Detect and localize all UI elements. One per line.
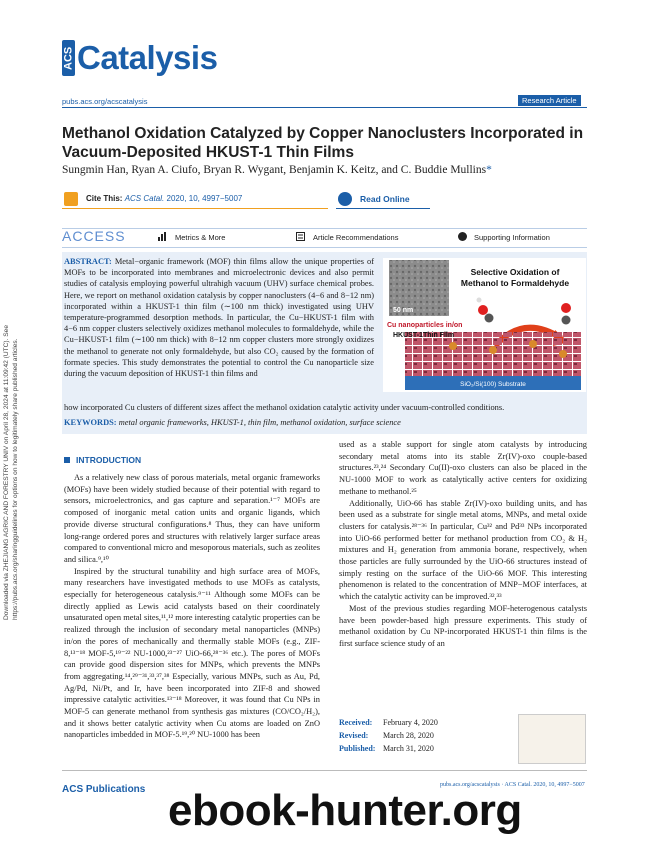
keywords-text: metal organic frameworks, HKUST-1, thin film, methanol oxidation, surface science [118,418,401,427]
publisher-logo: ACS Publications [62,784,146,795]
received-label: Received: [339,718,373,727]
footer-citation: pubs.acs.org/acscatalysis · ACS Catal. 2020, 10, 4997−5007 [440,782,585,788]
intro-paragraph: Additionally, UiO-66 has stable Zr(IV)-oxo building units, and has been used as a substrate for single metal atoms, MNPs, and metal oxide clusters for catalysis.²⁸⁻³⁶ In particular, Cu³² and Pd³³ NPs incorporated into UiO-66 performed better for methanol production from CO₂ & H₂ mixtures and H₂ generation from ammonia borane, respectively, when those particles are fully surrounded by the UiO-66 structures instead of simply resting on the surface of the UiO-66 MOF. This interesting phenomenon is related to the concentration of MNP−MOF interfaces, at which the catalytic activity can be improved.³²,³³ [339,498,587,602]
intro-paragraph: used as a stable support for single atom catalysts by introducing secondary metal atoms into its stable Zr(IV)-oxo couple-based structures.²³,²⁴ Secondary Cu(II)-oxo clusters can also be placed in the NU-1000 MOF to work as catalytically active centers for oxidizing methane to methanol.²⁵ [339,440,587,496]
article-type-badge: Research Article [518,95,581,106]
methanol-molecule [478,305,488,315]
journal-url[interactable]: pubs.acs.org/acscatalysis [62,97,148,106]
cite-label: Cite This: [86,194,123,203]
toc-label-2: HKUST-1Thin Film [393,332,455,339]
read-online-button[interactable]: Read Online [360,194,410,204]
received-date: February 4, 2020 [383,718,438,727]
supporting-info-icon [458,232,467,241]
acs-logo-mark: ACS [62,40,75,76]
substrate-label: SiO₂/Si(100) Substrate [460,381,526,388]
footer-rule [62,770,587,771]
cite-journal[interactable]: ACS Catal. [124,194,165,203]
abstract-head: ABSTRACT: [64,257,112,266]
journal-ribbon-icon [40,40,58,78]
recommendations-link[interactable]: Article Recommendations [313,233,399,242]
read-online-icon [338,192,352,206]
metrics-link[interactable]: Metrics & More [175,233,226,242]
article-list-icon [296,232,305,241]
cite-details[interactable]: 2020, 10, 4997−5007 [166,194,243,203]
journal-logo [62,40,217,76]
toc-label-1: Cu nanoparticles in/on [387,322,463,329]
abstract [64,256,374,379]
intro-paragraph: As a relatively new class of porous materials, metal organic frameworks (MOFs) have been widely studied because of their potential with regard to sensors, microelectronics, and gas capture and separation.¹⁻⁷ MOFs are composed of inorganic metal cation units and organic ligands, which provide diverse structural configurations.⁸ Thus, they can have uniform long-range ordered pores and structures with relatively larger surface areas compared to conventional micro and mesoporous materials, such as zeolites and silica.⁹,¹⁰ [64,473,320,564]
toc-graphic [383,258,586,392]
journal-name: Catalysis [77,39,218,76]
header-rule [62,107,587,108]
authors-text: Sungmin Han, Ryan A. Ciufo, Bryan R. Wygant, Benjamin K. Keitz, and C. Buddie Mullins [62,164,487,176]
published-label: Published: [339,744,376,753]
revised-date: March 28, 2020 [383,731,434,740]
scale-label: 50 nm [393,307,414,314]
download-note-text: Downloaded via ZHEJIANG AGRIC AND FORESTRY UNIV on April 28, 2024 at 11:09:42 (UTC). See https://pubs.acs.org/sharingguidelines for options on how to legitimately share published articles. [3,324,19,620]
intro-paragraph: Most of the previous studies regarding MOF-heterogenous catalysts have been powder-based high pressure experiments. This study of methanol oxidation by Cu NP-incorporated HKUST-1 thin films is the first surface science study of an [339,603,587,648]
intro-paragraph: Inspired by the structural tunability and high surface area of MOFs, many researchers have investigated methods to use MOFs as catalysts, especially for heterogeneous catalysis.⁹⁻¹¹ Although some MOFs can be directly applied as Lewis acid catalysts based on their coordinately unsaturated open metal sites,¹¹,¹² more interesting catalytic properties can be realized through the inclusion of secondary metal nanoparticles (MNPs) in/on the pores of mechanically and thermally stable MOFs (e.g., ZIF-8,¹³⁻¹⁸ MOF-5,¹⁹⁻²² NU-1000,²³⁻²⁷ UiO-66,²⁸⁻³⁶ etc.). The pores of MOFs can provide good dispersion sites for MNPs, which prevents the MNPs from aggregating.¹⁴,²⁹⁻³¹,³³,³⁷,³⁸ Especially, various MNPs, such as Au, Pd, Ag/Pd, Ni/Pt, and Ir, have been incorporated into ZIF-8 and showed impressive catalytic activities.¹³⁻¹⁸ Moreover, it was found that Cu NPs in MOF-5 can generate methanol from synthesis gas mixtures (CO/CO₂/H₂), and it shows better catalytic activity when Cu atoms are loaded on ZnO nanoparticles imbedded in MOF-5.¹⁹,²⁰ NU-1000 has been [64,566,320,740]
cite-this[interactable] [86,194,242,203]
abstract-text: Metal−organic framework (MOF) thin films allow the unique properties of MOFs to be incorporated into membranes and microelectronic devices and also permit studies of catalysis employing powerful ultrahigh vacuum (UHV) surface chemical probes. Here, we report on methanol oxidation catalysis by copper nanoclusters (4−6 and 8−12 nm) incorporated within a HKUST-1 thin film (∼100 nm thick) investigated using UHV temperature-programmed desorption methods. In particular, the Cu−HKUST-1 film with 4−6 nm copper clusters selectively oxidizes methanol molecules to formaldehyde, while the Cu−HKUST-1 film (∼100 nm thick) with 8−12 nm copper clusters more strongly oxidizes the methanol to generate not only formaldehyde, but also CO₂ caused by the formation of formate species. This study demonstrates the potential to control the Cu nanoparticle size during the vacuum deposition of HKUST-1 thin films and [64,257,375,379]
intro-heading: INTRODUCTION [76,455,142,465]
formaldehyde-molecule [561,303,571,313]
cite-icon [64,192,78,206]
toc-title-1: Selective Oxidation of [470,267,560,277]
toc-title-2: Methanol to Formaldehyde [460,278,570,288]
corresponding-star[interactable]: * [486,164,492,176]
intro-column-1 [64,472,320,741]
access-label: ACCESS [62,228,126,244]
keywords [64,418,401,427]
abstract-tail: how incorporated Cu clusters of different sizes affect the methanol oxidation catalytic activity under vacuum-controlled conditions. [64,403,505,412]
keywords-head: KEYWORDS: [64,418,117,427]
revised-label: Revised: [339,731,369,740]
article-dates [339,716,438,755]
watermark: ebook-hunter.org [168,786,522,835]
section-marker-icon [64,457,70,463]
supporting-info-link[interactable]: Supporting Information [474,233,550,242]
download-note [2,240,32,620]
intro-column-2 [339,439,587,650]
bar-chart-icon [158,232,167,241]
journal-cover-thumbnail[interactable] [518,714,586,764]
article-title: Methanol Oxidation Catalyzed by Copper Nanoclusters Incorporated in Vacuum-Deposited HKUST-1 Thin Films [62,125,584,161]
author-list [62,164,492,176]
published-date: March 31, 2020 [383,744,434,753]
